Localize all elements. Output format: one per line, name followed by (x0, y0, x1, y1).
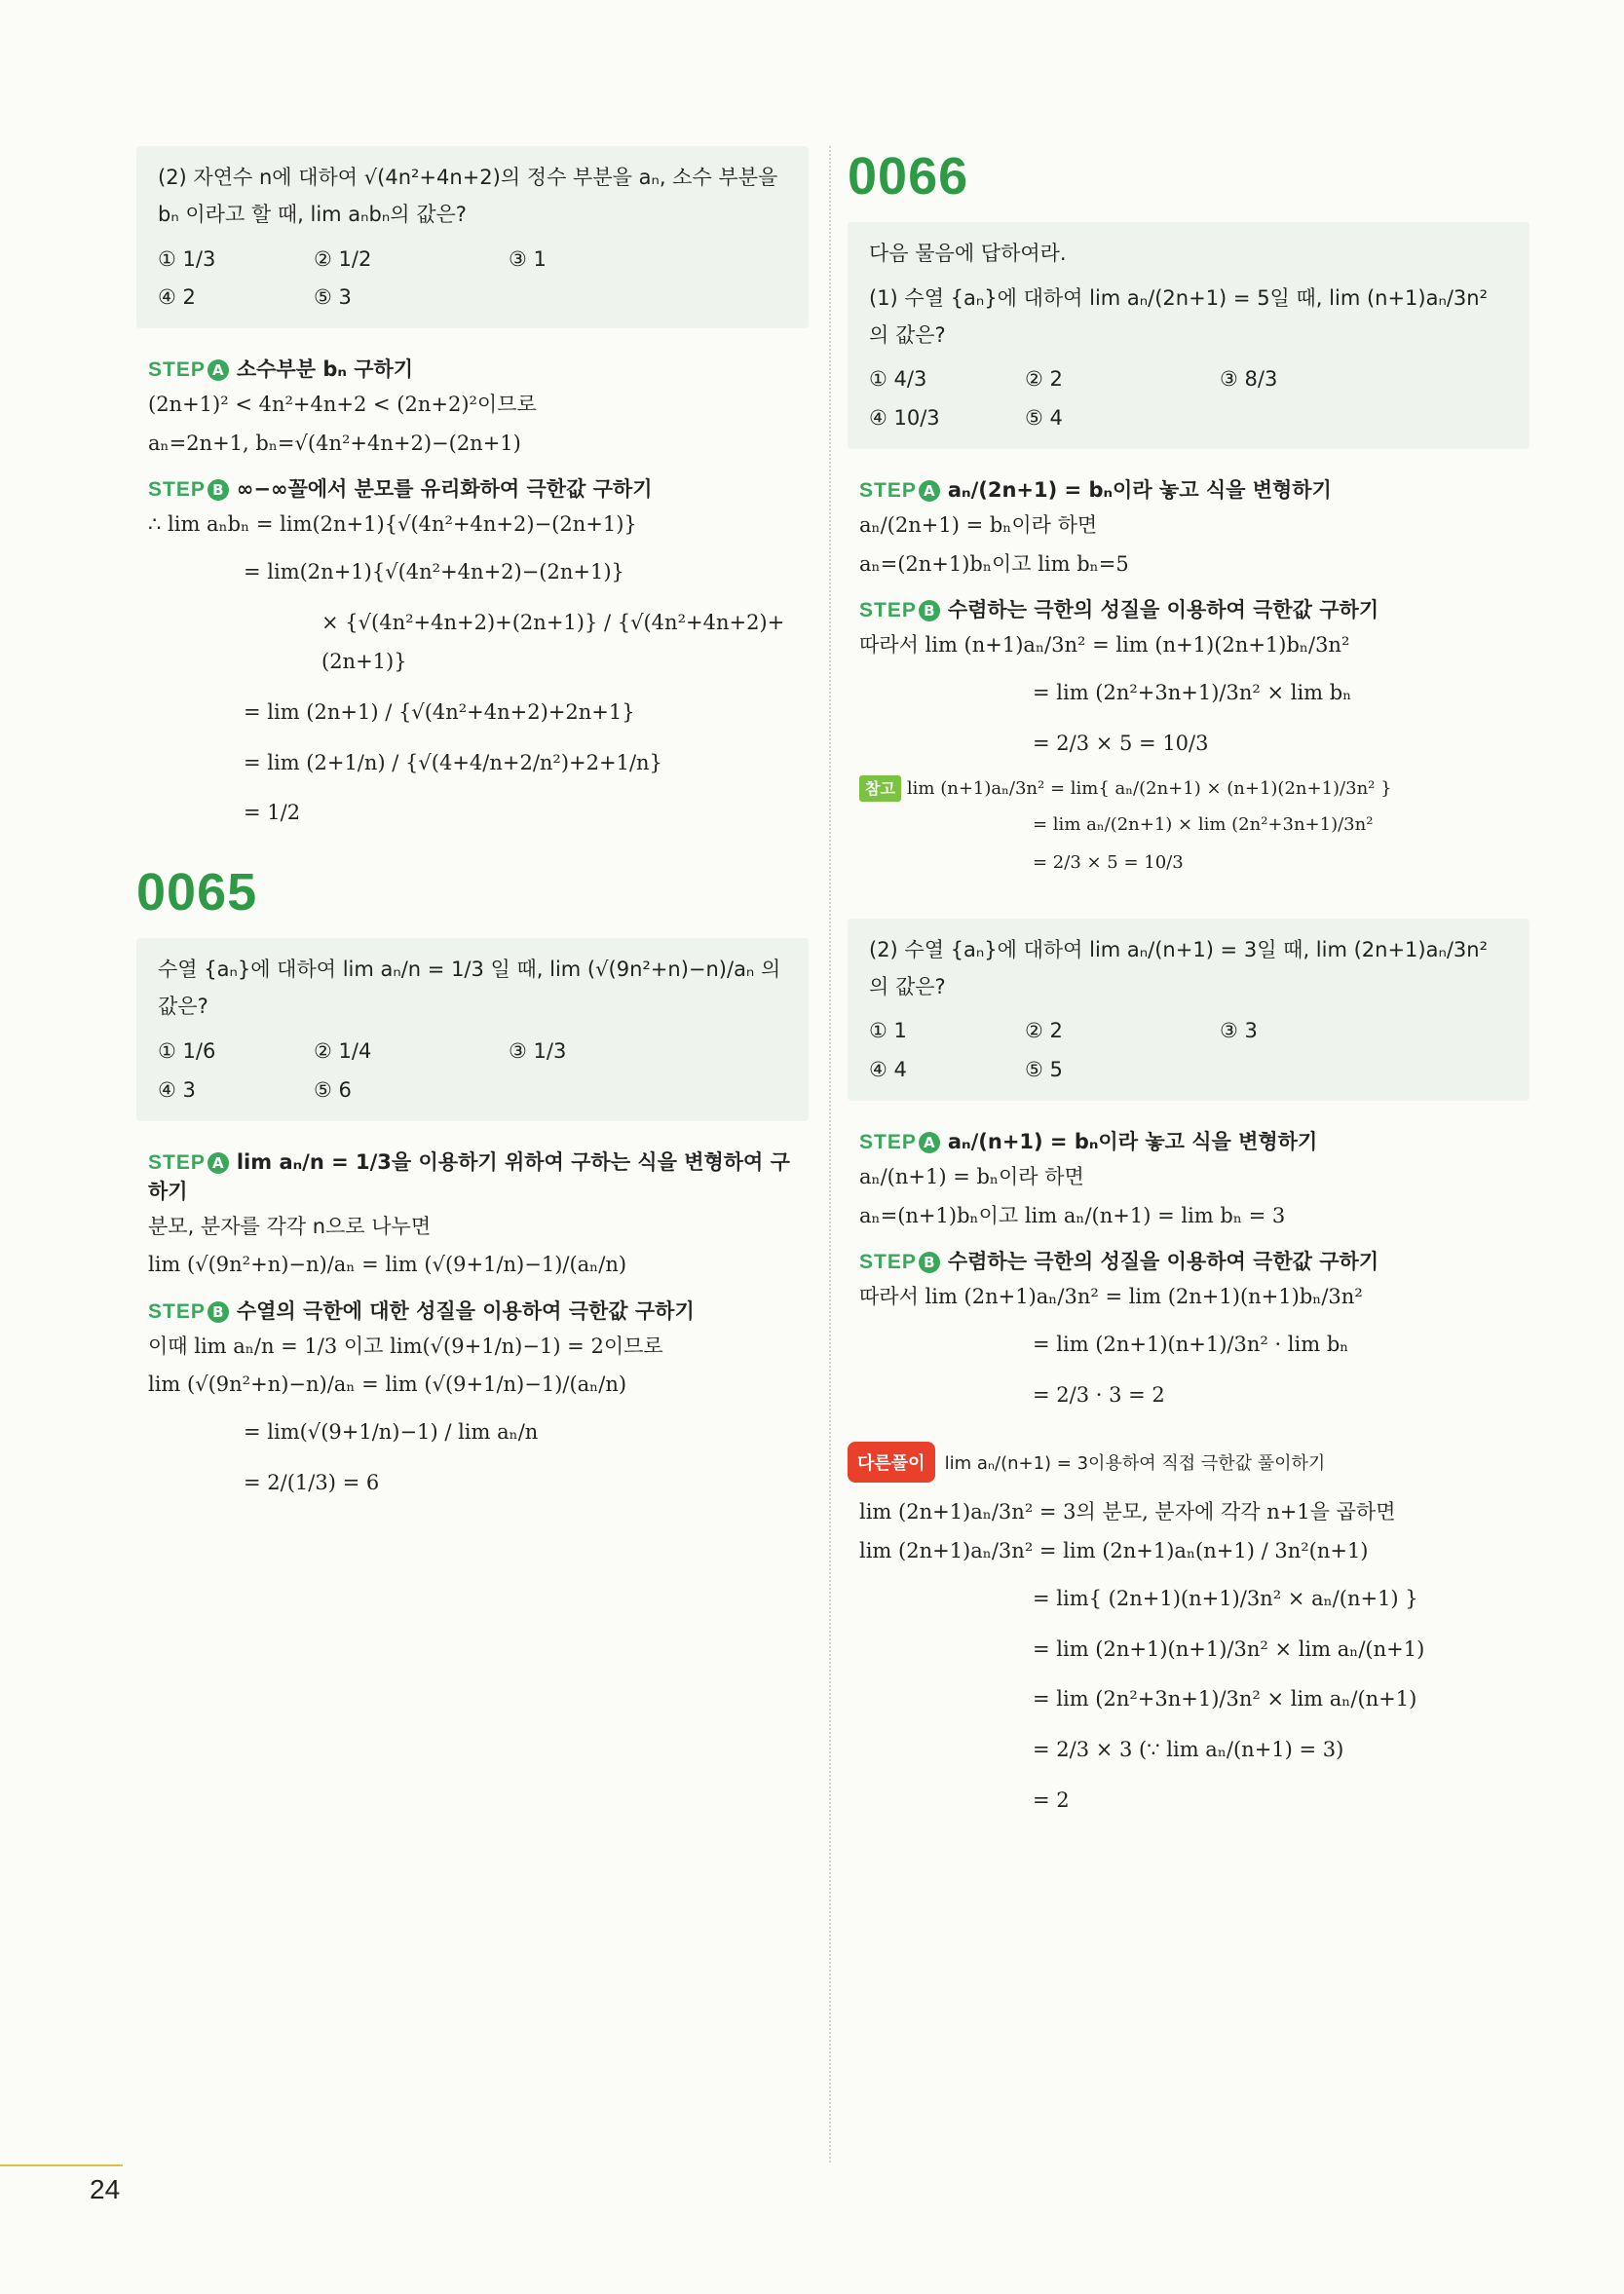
step-title: 수렴하는 극한의 성질을 이용하여 극한값 구하기 (947, 1250, 1379, 1274)
step-title: 수렴하는 극한의 성질을 이용하여 극한값 구하기 (947, 598, 1379, 622)
equation-line: × {√(4n²+4n+2)+(2n+1)} / {√(4n²+4n+2)+(2n+1)} (321, 610, 785, 673)
choice-1[interactable]: ① 1 (869, 1019, 907, 1043)
choice-1[interactable]: ① 1/3 (158, 246, 216, 271)
solution-line: 따라서 lim (2n+1)aₙ/3n² = lim (2n+1)(n+1)bₙ/3n² (859, 1285, 1363, 1309)
step-title: ∞−∞꼴에서 분모를 유리화하여 극한값 구하기 (236, 477, 653, 502)
step-letter-circle: A (919, 1132, 940, 1153)
solution-line: aₙ=2n+1, bₙ=√(4n²+4n+2)−(2n+1) (148, 431, 521, 455)
step-tag: STEP (859, 599, 917, 622)
step-tag: STEP (859, 1130, 917, 1153)
question-prompt: 수열 {aₙ}에 대하여 lim aₙ/n = 1/3 일 때, lim (√(9n²+n)−n)/aₙ 의 값은? (158, 958, 781, 1019)
choice-2[interactable]: ② 1/2 (314, 246, 372, 271)
solution-line: lim (2n+1)aₙ/3n² = lim (2n+1)aₙ(n+1) / 3n²(n+1) (859, 1539, 1369, 1563)
choice-5[interactable]: ⑤ 4 (1025, 406, 1063, 431)
choice-3[interactable]: ③ 3 (1220, 1019, 1258, 1043)
question-box-0065 (136, 938, 809, 1120)
step-letter-circle: A (208, 1152, 229, 1174)
step-letter-circle: A (208, 359, 229, 381)
step-tag: STEP (859, 1251, 917, 1274)
solution-line: lim (√(9n²+n)−n)/aₙ = lim (√(9+1/n)−1)/(aₙ/n) (148, 1373, 627, 1397)
choices (158, 1034, 789, 1109)
choice-3[interactable]: ③ 1/3 (509, 1038, 567, 1063)
solution-line: 분모, 분자를 각각 n으로 나누면 (148, 1214, 432, 1238)
solution-line: lim (√(9n²+n)−n)/aₙ = lim (√(9+1/n)−1)/(aₙ/n) (148, 1253, 627, 1277)
note-text: lim (n+1)aₙ/3n² = lim{ aₙ/(2n+1) × (n+1)(2n+1)/3n² } (906, 777, 1392, 799)
choices (869, 361, 1510, 437)
solution-line: (2n+1)² < 4n²+4n+2 < (2n+2)²이므로 (148, 393, 537, 417)
choice-4[interactable]: ④ 10/3 (869, 406, 940, 431)
step-title: aₙ/(2n+1) = bₙ이라 놓고 식을 변형하기 (947, 477, 1332, 502)
step-title: 수열의 극한에 대한 성질을 이용하여 극한값 구하기 (236, 1298, 695, 1323)
footer-rule (0, 2164, 123, 2166)
note-line (859, 775, 1530, 804)
choice-1[interactable]: ① 4/3 (869, 367, 927, 392)
left-column (136, 146, 809, 1515)
step-letter-circle: B (208, 1301, 229, 1323)
solution-line: aₙ=(2n+1)bₙ이고 lim bₙ=5 (859, 551, 1129, 576)
solution-line: aₙ=(n+1)bₙ이고 lim aₙ/(n+1) = lim bₙ = 3 (859, 1203, 1286, 1227)
solution-line: aₙ/(n+1) = bₙ이라 하면 (859, 1164, 1084, 1188)
step-a-heading (859, 474, 1530, 504)
equation-line: = lim{ (2n+1)(n+1)/3n² × aₙ/(n+1) } (1033, 1586, 1418, 1610)
step-letter-circle: B (208, 479, 229, 501)
equation-line: = lim (2n²+3n+1)/3n² × lim aₙ/(n+1) (1033, 1687, 1417, 1711)
solution-line: lim (2n+1)aₙ/3n² = 3의 분모, 분자에 각각 n+1을 곱하면 (859, 1500, 1396, 1524)
problem-number: 0066 (848, 147, 969, 206)
step-a-heading (148, 1147, 809, 1205)
alternative-solution-bar (848, 1442, 1530, 1483)
choice-1[interactable]: ① 1/6 (158, 1038, 216, 1063)
solution-line: ∴ lim aₙbₙ = lim(2n+1){√(4n²+4n+2)−(2n+1)} (148, 512, 637, 537)
step-b-heading (148, 473, 809, 503)
solution-line: 따라서 lim (n+1)aₙ/3n² = lim (n+1)(2n+1)bₙ/3n² (859, 633, 1350, 658)
choice-2[interactable]: ② 2 (1025, 367, 1063, 392)
choices (869, 1013, 1510, 1089)
equation-line: = 2/3 × 5 = 10/3 (1033, 731, 1209, 755)
choice-2[interactable]: ② 2 (1025, 1019, 1063, 1043)
step-a-heading (859, 1126, 1530, 1155)
question-prompt: (1) 수열 {aₙ}에 대하여 lim aₙ/(2n+1) = 5일 때, lim (n+1)aₙ/3n² 의 값은? (869, 285, 1489, 347)
solution-line: 이때 lim aₙ/n = 1/3 이고 lim(√(9+1/n)−1) = 2이므로 (148, 1334, 663, 1358)
choices (158, 242, 789, 318)
step-b-heading (859, 594, 1530, 623)
page-number: 24 (90, 2174, 121, 2204)
column-divider (829, 146, 831, 2162)
equation-line: = lim (2n²+3n+1)/3n² × lim bₙ (1033, 680, 1352, 704)
question-box-0066 (848, 222, 1530, 449)
step-tag: STEP (148, 1150, 206, 1174)
note-badge: 참고 (859, 775, 901, 803)
choice-3[interactable]: ③ 1 (509, 246, 547, 271)
step-b-heading (148, 1296, 809, 1325)
equation-line: = lim (2n+1)(n+1)/3n² · lim bₙ (1033, 1332, 1349, 1356)
choice-4[interactable]: ④ 2 (158, 285, 196, 310)
equation-line: = 1/2 (244, 801, 301, 825)
equation-line: = lim (2+1/n) / {√(4+4/n+2/n²)+2+1/n} (244, 750, 662, 774)
instruction: 다음 물음에 답하여라. (869, 242, 1067, 265)
step-letter-circle: B (919, 1252, 940, 1273)
step-letter-circle: B (919, 600, 940, 621)
equation-line: = lim (2n+1) / {√(4n²+4n+2)+2n+1} (244, 699, 635, 724)
equation-line: = lim (2n+1)(n+1)/3n² × lim aₙ/(n+1) (1033, 1636, 1425, 1661)
note-equation: = 2/3 × 5 = 10/3 (1033, 851, 1184, 873)
problem-number: 0065 (136, 863, 258, 922)
equation-line: = 2 (1033, 1788, 1070, 1813)
note-equation: = lim aₙ/(2n+1) × lim (2n²+3n+1)/3n² (1033, 814, 1374, 836)
choice-5[interactable]: ⑤ 6 (314, 1077, 352, 1102)
step-title: 소수부분 bₙ 구하기 (236, 357, 414, 382)
step-title: aₙ/(n+1) = bₙ이라 놓고 식을 변형하기 (947, 1129, 1318, 1153)
right-column (848, 146, 1530, 1832)
step-a-heading (148, 354, 809, 383)
step-tag: STEP (148, 478, 206, 502)
equation-line: = lim(2n+1){√(4n²+4n+2)−(2n+1)} (244, 559, 624, 583)
alt-solution-title: lim aₙ/(n+1) = 3이용하여 직접 극한값 풀이하기 (944, 1453, 1326, 1475)
choice-5[interactable]: ⑤ 3 (314, 285, 352, 310)
step-letter-circle: A (919, 480, 940, 502)
equation-line: = 2/(1/3) = 6 (244, 1470, 380, 1494)
step-title: lim aₙ/n = 1/3을 이용하기 위하여 구하는 식을 변형하여 구하기 (148, 1149, 790, 1203)
alt-solution-badge: 다른풀이 (848, 1442, 935, 1483)
question-prompt: (2) 수열 {aₙ}에 대하여 lim aₙ/(n+1) = 3일 때, lim (2n+1)aₙ/3n² 의 값은? (869, 937, 1489, 998)
choice-5[interactable]: ⑤ 5 (1025, 1058, 1063, 1082)
step-tag: STEP (148, 358, 206, 382)
step-b-heading (859, 1246, 1530, 1275)
step-tag: STEP (148, 1299, 206, 1323)
equation-line: = 2/3 · 3 = 2 (1033, 1382, 1165, 1407)
step-tag: STEP (859, 478, 917, 502)
question-box-0064-2 (136, 146, 809, 328)
equation-line: = 2/3 × 3 (∵ lim aₙ/(n+1) = 3) (1033, 1738, 1344, 1762)
choice-4[interactable]: ④ 4 (869, 1058, 907, 1082)
solution-line: aₙ/(2n+1) = bₙ이라 하면 (859, 512, 1098, 537)
question-box-0066-2 (848, 919, 1530, 1101)
question-prompt: (2) 자연수 n에 대하여 √(4n²+4n+2)의 정수 부분을 aₙ, 소수 부분을 bₙ 이라고 할 때, lim aₙbₙ의 값은? (158, 166, 778, 226)
equation-line: = lim(√(9+1/n)−1) / lim aₙ/n (244, 1419, 539, 1444)
choice-2[interactable]: ② 1/4 (314, 1038, 372, 1063)
choice-3[interactable]: ③ 8/3 (1220, 367, 1278, 392)
choice-4[interactable]: ④ 3 (158, 1077, 196, 1102)
